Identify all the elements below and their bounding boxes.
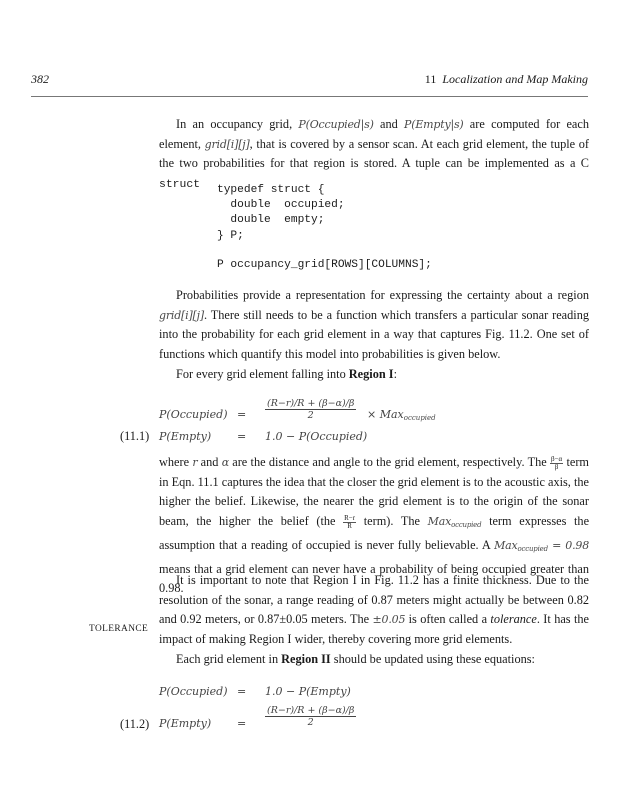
para1-text-a: In an occupancy grid, (176, 117, 293, 131)
math-plus-minus: ±0.05 (372, 613, 406, 627)
running-header (31, 72, 588, 90)
equation-11-1-line2 (159, 430, 211, 443)
eq1-rhs-empty: 1.0 − P(Occupied) (265, 430, 368, 443)
chapter-heading (425, 72, 588, 87)
code-block (217, 183, 537, 244)
eq2-fraction-numerator: (R−r)/R + (β−α)/β (267, 705, 355, 716)
equation-11-1-line1 (159, 398, 579, 430)
para2-text-a: Probabilities provide a representation for expressing the certainty about a region (176, 288, 589, 302)
para4-t5: term). The (363, 514, 420, 529)
para5-text-c: . It has the impact of making Region I wider, thereby covering more grid elements. (159, 612, 589, 647)
math-grid-ij-2: grid[i][j] (159, 308, 204, 322)
chapter-title: Localization and Map Making (442, 72, 588, 86)
region-two-label: Region II (281, 652, 331, 666)
para4-t4: term in Eqn. 11.1 captures the idea that the closer the grid element is to the acoustic axis, the higher the belief. Likewise, the nearer the grid element is to the origin of the sonar beam, the higher the belief (the (159, 455, 589, 529)
para2-text-b: . There still needs to be a function which transfers a particular sonar reading into the probability for each grid element in a way that captures Fig. 11.2. One set of functions which quantify this model into probabilities is given below. (159, 307, 589, 362)
equation-number-11-1: (11.1) (120, 429, 150, 443)
code-declaration: P occupancy_grid[ROWS][COLUMNS]; (217, 259, 432, 271)
para6-text-a: Each grid element in (176, 652, 279, 666)
paragraph-probabilities (159, 286, 589, 365)
page-number: 382 (31, 72, 49, 86)
math-p-empty-s: P(Empty|s) (404, 118, 464, 131)
equation-number-11-2: (11.2) (120, 717, 150, 731)
equation-11-2-line2 (159, 705, 419, 739)
eq1-equals-2: = (237, 430, 247, 443)
eq2-fraction (265, 705, 356, 728)
eq1-equals: = (237, 408, 247, 421)
para4-t2: and (200, 455, 219, 469)
eq2-fraction-denominator: 2 (307, 717, 314, 728)
eq2-equals-2: = (237, 717, 247, 730)
para3-text-b: : (393, 367, 397, 381)
para4-t7: means that a grid element can never have a probability of being occupied greater than 0.98. (159, 561, 589, 596)
code-line: double empty; (217, 214, 325, 227)
eq2-rhs-occupied: 1.0 − P(Empty) (265, 685, 351, 698)
paragraph-region-two-intro (159, 650, 589, 670)
code-line: typedef struct { (217, 184, 325, 196)
term-tolerance: tolerance (490, 612, 537, 627)
para1-text-b: are computed for each element, (159, 117, 589, 151)
eq1-fraction-numerator: (R−r)/R + (β−α)/β (267, 398, 355, 409)
code-line: double occupied; (217, 199, 345, 212)
code-word-struct: struct (159, 179, 201, 192)
math-p-occupied-s: P(Occupied|s) (298, 118, 374, 131)
margin-note-tolerance: TOLERANCE (89, 624, 149, 634)
paragraph-region-one-intro (159, 365, 589, 385)
math-max-occupied: Max$_{occupied}$ (427, 515, 482, 530)
paragraph-tolerance (159, 571, 589, 650)
para4-t1: where (159, 455, 190, 469)
para5-text-b: is often called a (408, 612, 488, 627)
para1-text-c: , that is covered by a sensor scan. At each grid element, the tuple of the two probabilities for that region is stored. A tuple can be implemented as a C (159, 136, 589, 171)
para3-text-a: For every grid element falling into (176, 367, 346, 381)
math-grid-ij: grid[i][j] (204, 137, 250, 151)
eq1-fraction (265, 398, 356, 421)
para4-t3: are the distance and angle to the grid element, respectively. The (232, 455, 547, 469)
eq2-lhs-occupied: P(Occupied) (159, 685, 228, 698)
para4-t6: term expresses the assumption that a reading of occupied is never fully believable. A (159, 514, 590, 552)
region-one-label: Region I (348, 367, 394, 381)
para5-text-a: It is important to note that Region I in Fig. 11.2 has a finite thickness. Due to the resolution of the sonar, a range reading of 0.87 meters might actually be between 0.82 and 0.92 meters, or 0.87±0.05 meters. The (159, 573, 589, 627)
math-alpha: α (221, 456, 229, 469)
chapter-number: 11 (424, 72, 437, 86)
eq2-equals: = (237, 685, 247, 698)
eq1-lhs-empty: P(Empty) (159, 430, 212, 443)
eq1-max-term: × Max$_{occupied}$ (367, 408, 436, 422)
eq1-lhs-occupied: P(Occupied) (159, 408, 228, 421)
para6-text-b: should be updated using these equations: (333, 652, 535, 666)
eq1-fraction-denominator: 2 (307, 410, 314, 421)
code-line: } P; (217, 229, 244, 242)
eq2-lhs-empty: P(Empty) (159, 717, 212, 730)
header-rule (31, 96, 588, 97)
para1-and: and (379, 117, 398, 131)
math-frac-r-r: $\frac{R-r}{R}$ (344, 513, 356, 530)
math-frac-beta-alpha: $\frac{\beta-\alpha}{\beta}$ (550, 454, 563, 471)
math-r: r (192, 456, 198, 469)
math-max-occupied-value: Max$_{occupied}$ = 0.98 (494, 538, 589, 553)
